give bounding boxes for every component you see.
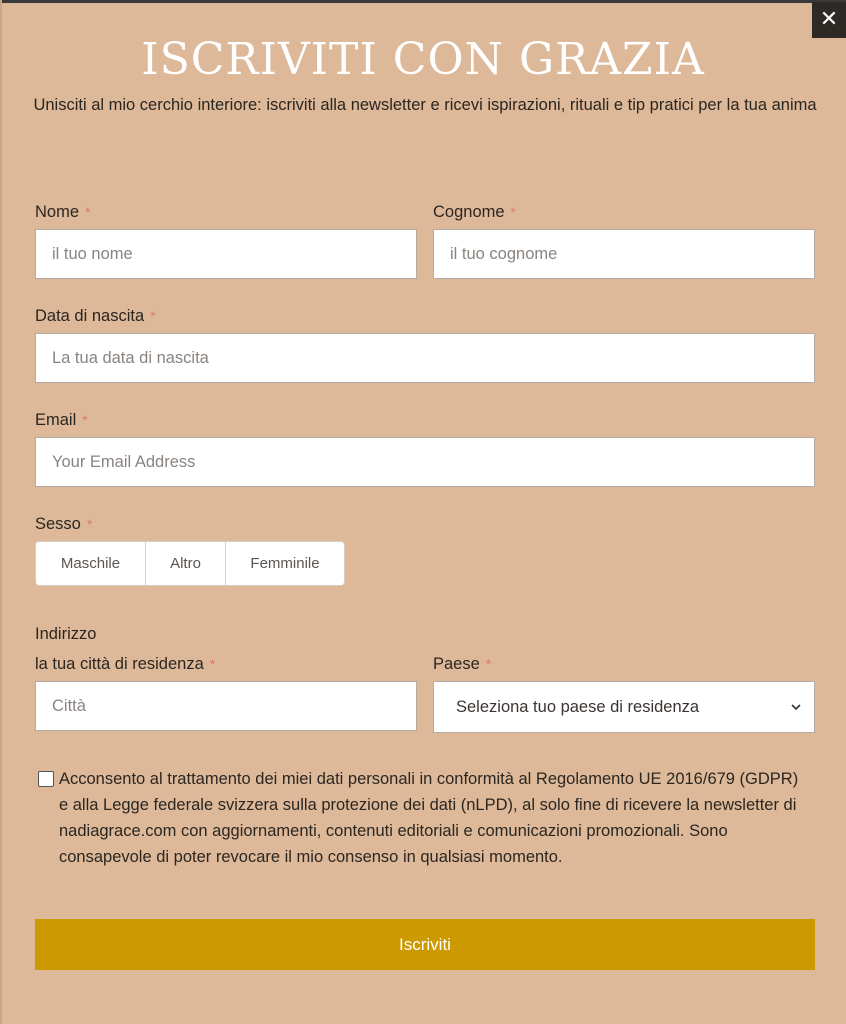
required-mark: *	[150, 308, 156, 324]
consent-checkbox[interactable]	[38, 771, 54, 787]
subscribe-button[interactable]: Iscriviti	[35, 919, 815, 970]
window-top-edge	[0, 0, 846, 3]
gender-selector	[35, 541, 345, 586]
required-mark: *	[85, 204, 91, 220]
consent-text: Acconsento al trattamento dei miei dati personali in conformità al Regolamento UE 2016/679 (GDPR) e alla Legge federale svizzera sulla protezione dei dati (nLPD), al solo fine di ricevere la newsletter di nadiagrace.com con aggiornamenti, contenuti editoriali e comunicazioni promozionali. Sono consapevole di poter revocare il mio consenso in qualsiasi momento.	[59, 770, 799, 866]
first-name-label-text: Nome	[35, 203, 80, 221]
city-label-text: la tua città di residenza	[35, 655, 204, 673]
birthdate-label	[35, 306, 156, 326]
country-select[interactable]	[433, 681, 815, 733]
email-label-text: Email	[35, 411, 77, 429]
country-select-value: Seleziona tuo paese di residenza	[456, 697, 700, 716]
first-name-input[interactable]	[35, 229, 417, 279]
country-label-text: Paese	[433, 655, 480, 673]
gender-label	[35, 514, 92, 534]
required-mark: *	[209, 656, 216, 672]
required-mark: *	[485, 656, 492, 672]
close-icon: ✕	[819, 7, 839, 32]
gender-option-maschile[interactable]: Maschile	[36, 542, 146, 585]
city-label	[35, 654, 215, 674]
form-title: ISCRIVITI CON GRAZIA	[141, 34, 705, 85]
gender-option-altro[interactable]: Altro	[146, 542, 226, 585]
email-label	[35, 410, 88, 430]
gender-label-text: Sesso	[35, 515, 81, 533]
chevron-down-icon	[790, 701, 802, 713]
email-input[interactable]	[35, 437, 815, 487]
required-mark: *	[82, 412, 88, 428]
required-mark: *	[510, 204, 516, 220]
address-label: Indirizzo	[35, 625, 97, 643]
window-left-edge	[0, 0, 2, 1024]
birthdate-input[interactable]	[35, 333, 815, 383]
birthdate-label-text: Data di nascita	[35, 307, 145, 325]
country-label	[433, 654, 491, 674]
first-name-label	[35, 202, 90, 222]
last-name-label	[433, 202, 516, 222]
form-subtitle: Unisciti al mio cerchio interiore: iscriviti alla newsletter e ricevi ispirazioni, rituali e tip pratici per la tua anima	[33, 96, 817, 114]
required-mark: *	[86, 516, 93, 532]
gender-option-femminile[interactable]: Femminile	[250, 555, 320, 572]
last-name-label-text: Cognome	[433, 203, 505, 221]
last-name-input[interactable]	[433, 229, 815, 279]
city-input[interactable]	[35, 681, 417, 731]
